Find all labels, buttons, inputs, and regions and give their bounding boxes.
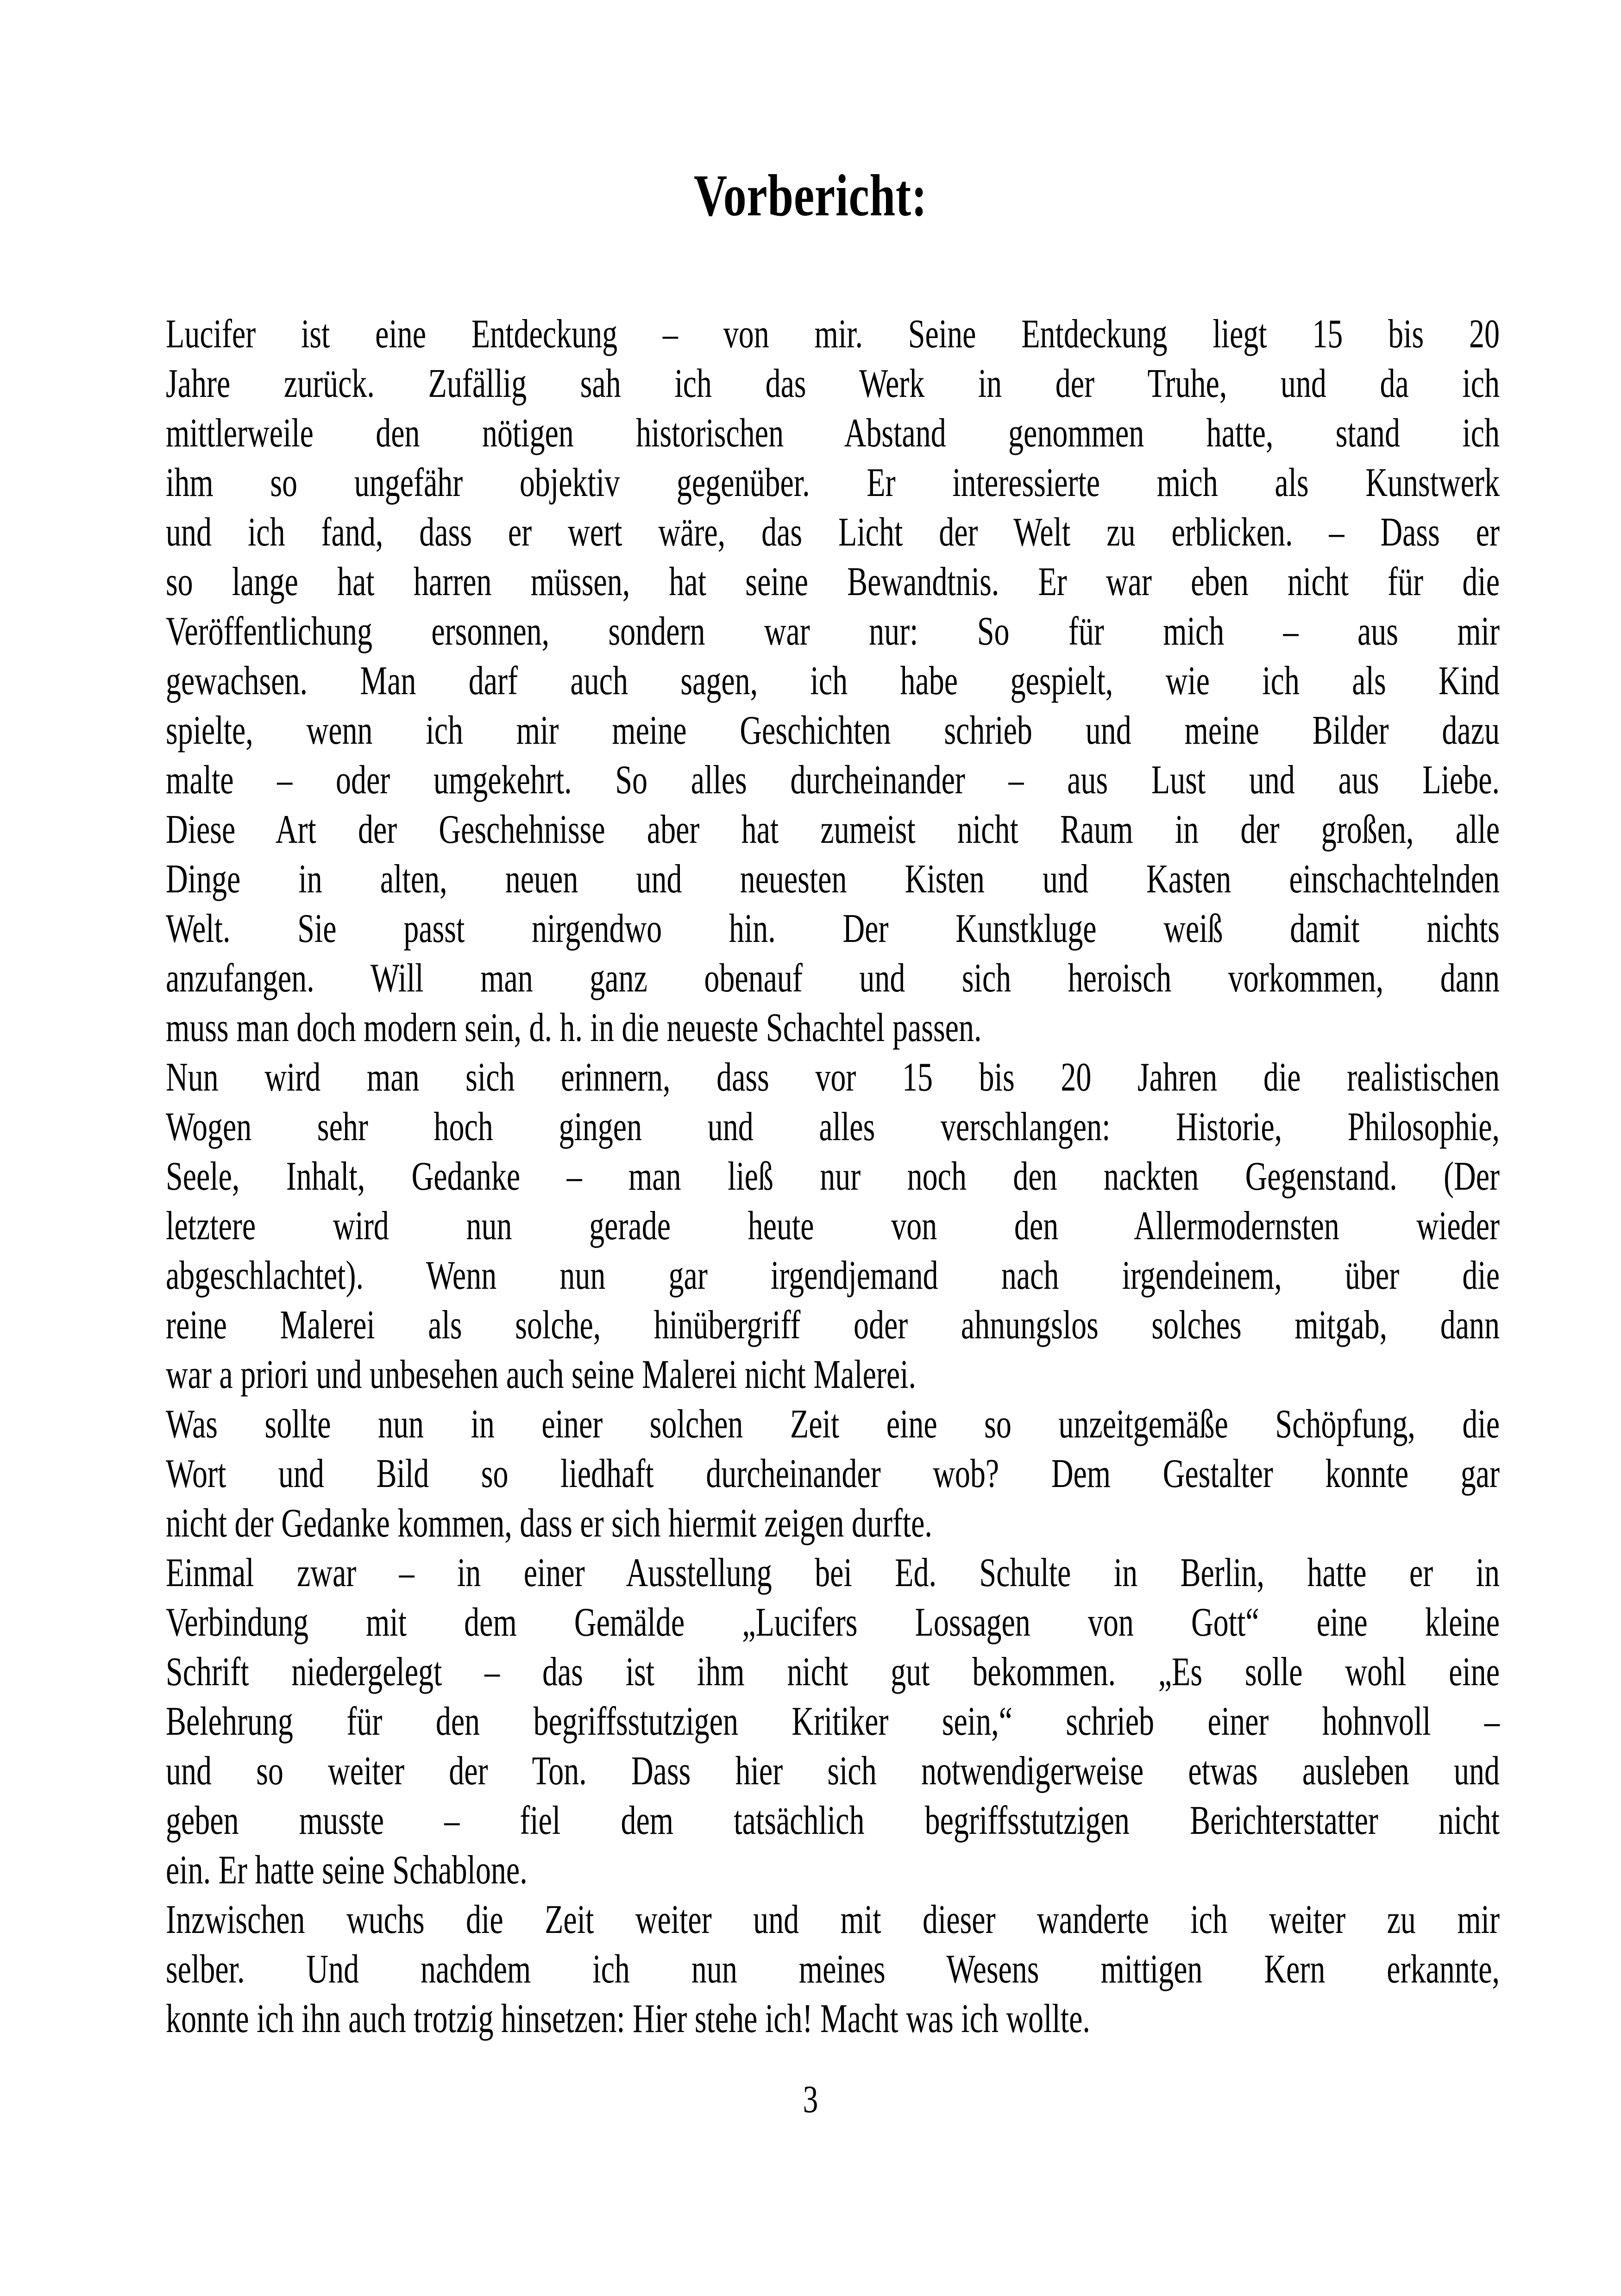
text-line: Seele, Inhalt, Gedanke – man ließ nur noch den nackten Gegenstand. (Der: [166, 1154, 1500, 1199]
text-line: nicht der Gedanke kommen, dass er sich hiermit zeigen durfte.: [166, 1501, 932, 1546]
text-line: selber. Und nachdem ich nun meines Wesens mittigen Kern erkannte,: [166, 1947, 1500, 1992]
text-line: anzufangen. Will man ganz obenauf und sich heroisch vorkommen, dann: [166, 956, 1500, 1001]
text-line: Wogen sehr hoch gingen und alles verschlangen: Historie, Philosophie,: [166, 1104, 1500, 1149]
text-line: muss man doch modern sein, d. h. in die neueste Schachtel passen.: [166, 1005, 982, 1050]
text-line: malte – oder umgekehrt. So alles durcheinander – aus Lust und aus Liebe.: [166, 758, 1500, 803]
text-line: geben musste – fiel dem tatsächlich begriffsstutzigen Berichterstatter nicht: [166, 1798, 1500, 1843]
page-number: 3: [803, 2078, 818, 2121]
text-line: ein. Er hatte seine Schablone.: [166, 1848, 528, 1893]
page-title: Vorbericht:: [694, 163, 927, 228]
text-line: Veröffentlichung ersonnen, sondern war nur: So für mich – aus mir: [166, 609, 1500, 654]
text-line: Wort und Bild so liedhaft durcheinander wob? Dem Gestalter konnte gar: [166, 1451, 1500, 1496]
text-line: Dinge in alten, neuen und neuesten Kisten und Kasten einschachtelnden: [166, 857, 1500, 902]
text-line: reine Malerei als solche, hinübergriff oder ahnungslos solches mitgab, dann: [166, 1303, 1500, 1348]
text-line: so lange hat harren müssen, hat seine Bewandtnis. Er war eben nicht für die: [166, 559, 1500, 604]
text-line: konnte ich ihn auch trotzig hinsetzen: Hier stehe ich! Macht was ich wollte.: [166, 1996, 1090, 2041]
text-line: Diese Art der Geschehnisse aber hat zumeist nicht Raum in der großen, alle: [166, 807, 1500, 852]
text-line: und ich fand, dass er wert wäre, das Licht der Welt zu erblicken. – Dass er: [166, 510, 1500, 555]
text-line: Inzwischen wuchs die Zeit weiter und mit dieser wanderte ich weiter zu mir: [166, 1897, 1500, 1942]
text-line: Welt. Sie passt nirgendwo hin. Der Kunstkluge weiß damit nichts: [166, 906, 1500, 951]
text-line: Verbindung mit dem Gemälde „Lucifers Lossagen von Gott“ eine kleine: [166, 1600, 1500, 1645]
text-line: abgeschlachtet). Wenn nun gar irgendjemand nach irgendeinem, über die: [166, 1253, 1500, 1298]
body-text: [166, 309, 1500, 2044]
text-line: war a priori und unbesehen auch seine Malerei nicht Malerei.: [166, 1352, 917, 1397]
text-line: Was sollte nun in einer solchen Zeit eine so unzeitgemäße Schöpfung, die: [166, 1402, 1500, 1447]
text-line: Jahre zurück. Zufällig sah ich das Werk in der Truhe, und da ich: [166, 361, 1500, 406]
text-line: gewachsen. Man darf auch sagen, ich habe gespielt, wie ich als Kind: [166, 659, 1500, 703]
text-line: Lucifer ist eine Entdeckung – von mir. Seine Entdeckung liegt 15 bis 20: [166, 312, 1500, 357]
text-line: Schrift niedergelegt – das ist ihm nicht gut bekommen. „Es solle wohl eine: [166, 1650, 1500, 1694]
text-line: Nun wird man sich erinnern, dass vor 15 bis 20 Jahren die realistischen: [166, 1055, 1500, 1100]
text-line: spielte, wenn ich mir meine Geschichten schrieb und meine Bilder dazu: [166, 708, 1500, 753]
text-line: ihm so ungefähr objektiv gegenüber. Er interessierte mich als Kunstwerk: [166, 460, 1500, 505]
text-line: letztere wird nun gerade heute von den Allermodernsten wieder: [166, 1204, 1500, 1248]
text-line: Belehrung für den begriffsstutzigen Kritiker sein,“ schrieb einer hohnvoll –: [166, 1699, 1500, 1744]
text-line: Einmal zwar – in einer Ausstellung bei Ed. Schulte in Berlin, hatte er in: [166, 1550, 1500, 1595]
text-line: mittlerweile den nötigen historischen Abstand genommen hatte, stand ich: [166, 411, 1500, 456]
text-line: und so weiter der Ton. Dass hier sich notwendigerweise etwas ausleben und: [166, 1749, 1500, 1794]
